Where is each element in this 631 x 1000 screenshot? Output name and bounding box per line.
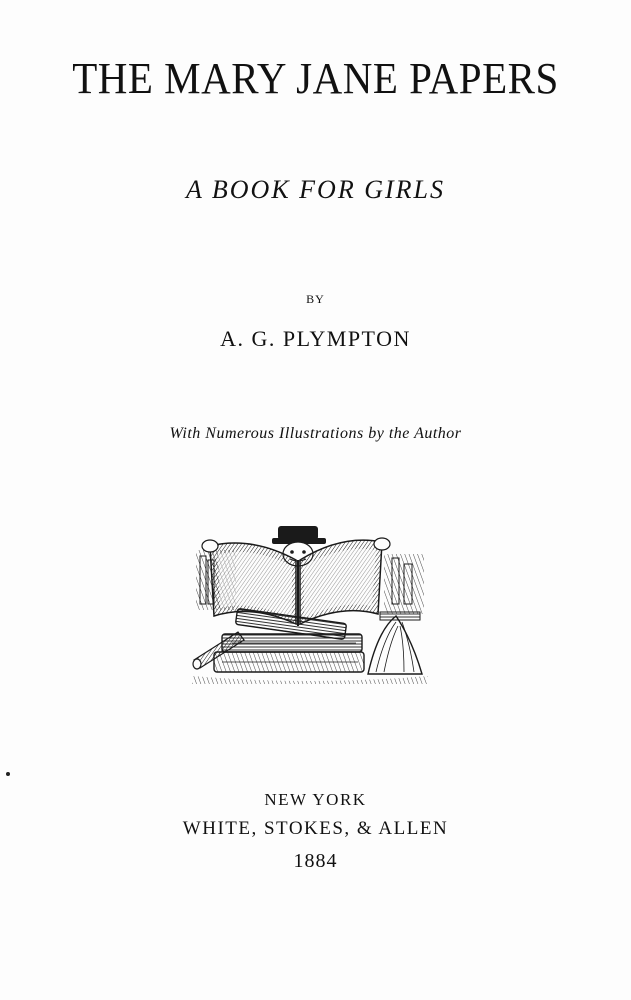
- fanned-book: [368, 612, 422, 674]
- book-title: THE MARY JANE PAPERS: [72, 53, 559, 103]
- reader-behind-books-engraving-icon: [192, 520, 428, 684]
- book-subtitle: A BOOK FOR GIRLS: [185, 175, 445, 204]
- illustrations-credit: With Numerous Illustrations by the Author: [169, 425, 462, 442]
- author-name: A. G. PLYMPTON: [220, 326, 411, 351]
- book-stack: [193, 608, 364, 672]
- imprint-publisher: WHITE, STOKES, & ALLEN: [182, 818, 449, 839]
- byline-label: BY: [306, 292, 325, 306]
- hat: [272, 526, 326, 544]
- imprint-year: 1884: [293, 850, 338, 872]
- ink-speck: [6, 772, 10, 776]
- ground-shadow: [192, 676, 428, 684]
- imprint-city: NEW YORK: [264, 790, 367, 809]
